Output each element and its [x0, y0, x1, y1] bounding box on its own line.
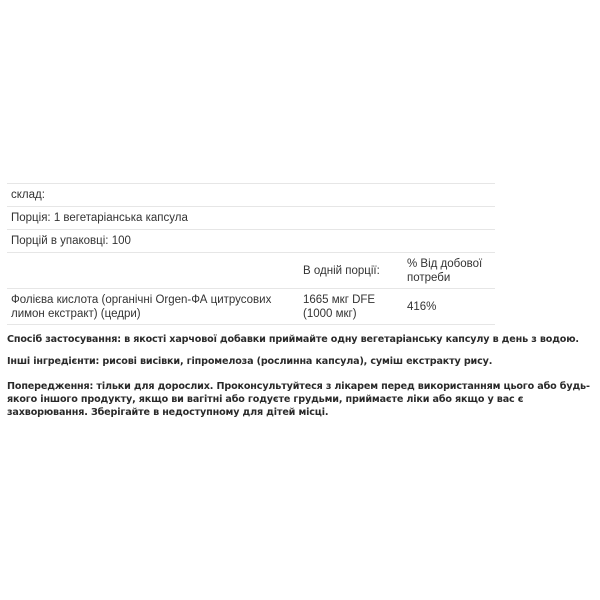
header-daily-value: % Від добової потреби	[403, 253, 495, 289]
servings-per-container-row	[7, 230, 495, 253]
table-header-row	[7, 253, 495, 289]
composition-row	[7, 184, 495, 207]
serving-size: Порція: 1 вегетаріанська капсула	[7, 207, 495, 230]
product-notes	[7, 333, 597, 428]
table-row	[7, 289, 495, 325]
warning-text: Попередження: тільки для дорослих. Проконсультуйтеся з лікарем перед використанням цього або будь-якого іншого продукту, якщо ви вагітні або годуєте грудьми, приймаєте ліки або якщо у вас є захворювання. Зберігайте в недоступному для дітей місці.	[7, 381, 590, 418]
supplement-facts-table	[7, 183, 495, 325]
ingredient-name: Фолієва кислота (органічні Orgen-ФА цитрусових лимон екстракт) (цедри)	[7, 289, 299, 325]
ingredient-daily-value: 416%	[403, 289, 495, 325]
header-blank	[7, 253, 299, 289]
other-ingredients: Інші інгредієнти: рисові висівки, гіпромелоза (рослинна капсула), суміш екстракту рису.	[7, 356, 493, 367]
composition-label: склад:	[7, 184, 495, 207]
ingredient-amount: 1665 мкг DFE (1000 мкг)	[299, 289, 403, 325]
serving-size-row	[7, 207, 495, 230]
usage-instructions: Спосіб застосування: в якості харчової добавки приймайте одну вегетаріанську капсулу в день з водою.	[7, 334, 579, 345]
servings-per-container: Порцій в упаковці: 100	[7, 230, 495, 253]
header-amount-per-serving: В одній порції:	[299, 253, 403, 289]
